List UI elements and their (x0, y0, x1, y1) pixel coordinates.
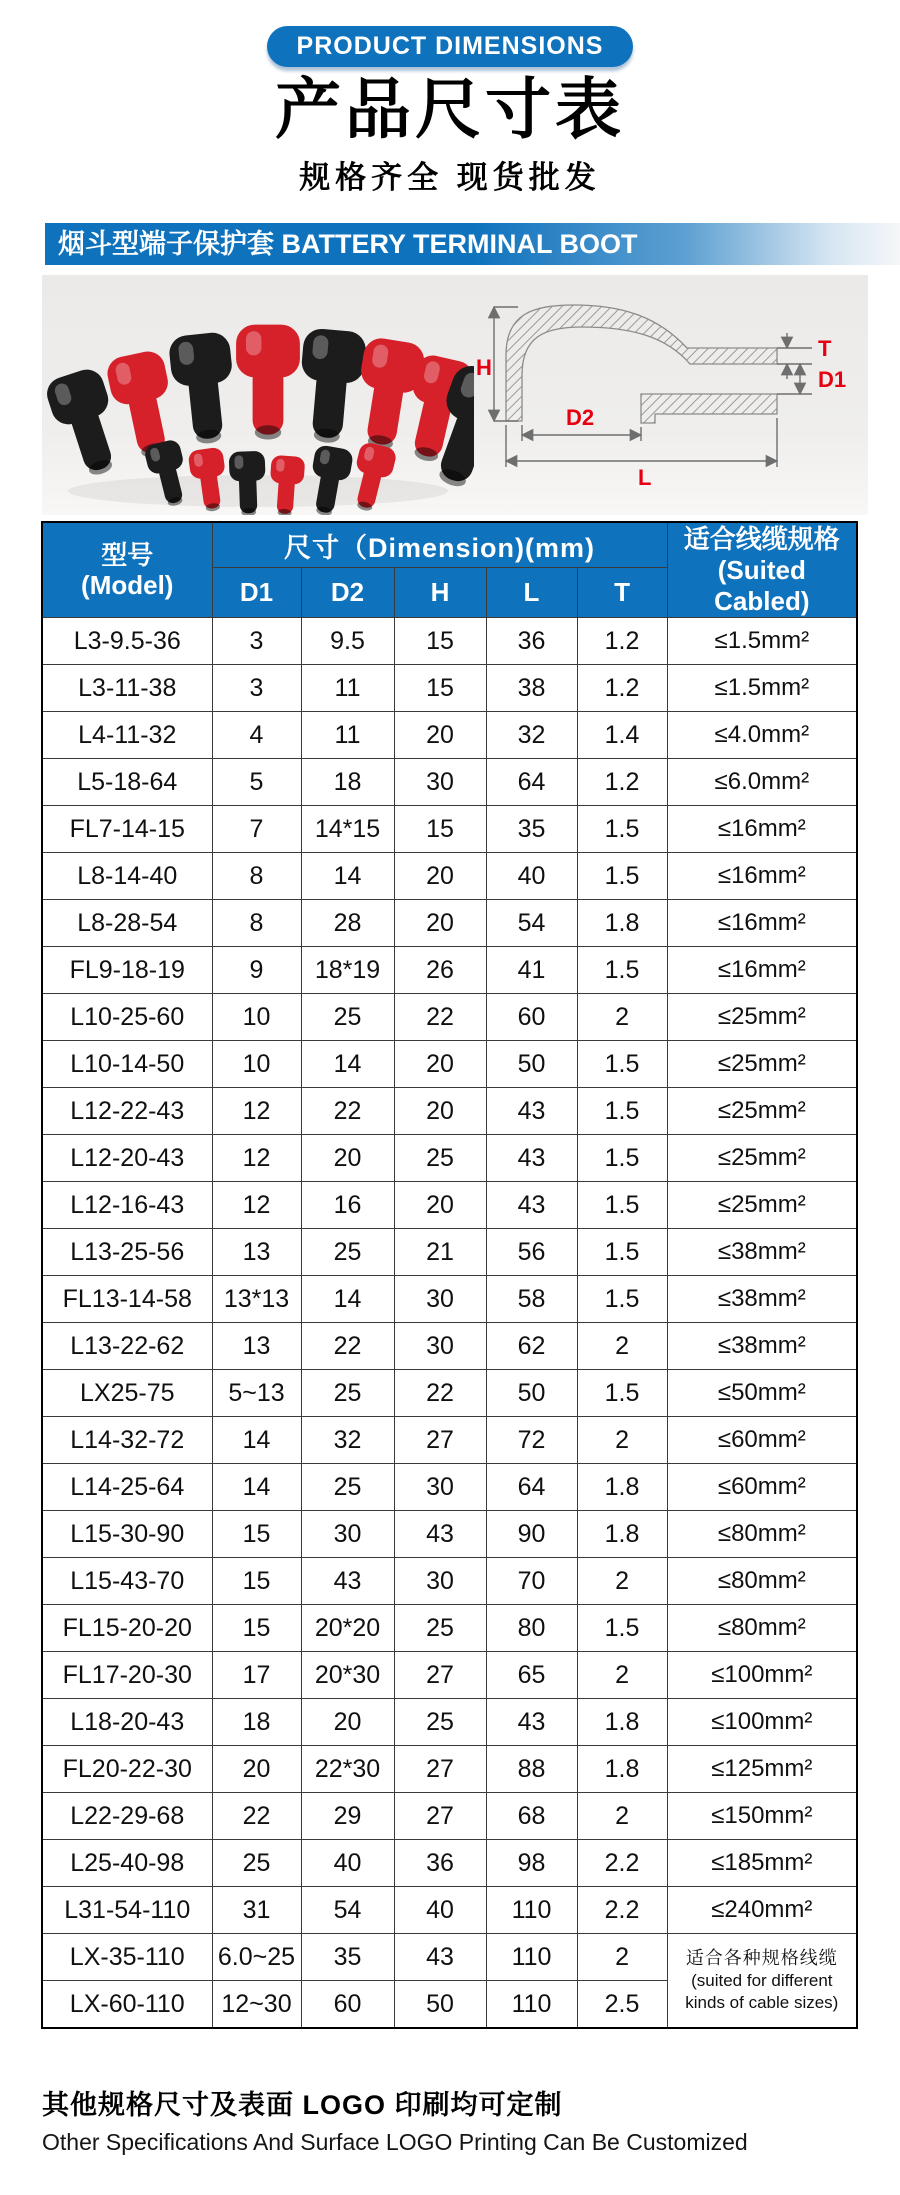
table-row (42, 665, 857, 712)
dim-cell-l: 43 (486, 1182, 577, 1229)
table-row (42, 759, 857, 806)
suited-cell: ≤80mm² (667, 1558, 857, 1605)
dim-cell-l: 43 (486, 1699, 577, 1746)
dim-cell-l: 43 (486, 1088, 577, 1135)
dim-cell-l: 60 (486, 994, 577, 1041)
table-row (42, 1699, 857, 1746)
dim-cell-l: 38 (486, 665, 577, 712)
table-row (42, 1652, 857, 1699)
dim-cell-l: 80 (486, 1605, 577, 1652)
dim-cell-d1: 10 (212, 994, 301, 1041)
dim-cell-d2: 25 (301, 1370, 394, 1417)
dim-cell-h: 20 (394, 1088, 486, 1135)
table-row (42, 994, 857, 1041)
suited-cell: ≤50mm² (667, 1370, 857, 1417)
model-cell: FL13-14-58 (42, 1276, 212, 1323)
dim-cell-t: 1.2 (577, 759, 667, 806)
dim-cell-h: 27 (394, 1793, 486, 1840)
model-cell: LX-35-110 (42, 1934, 212, 1981)
table-row (42, 1746, 857, 1793)
dim-cell-l: 64 (486, 1464, 577, 1511)
dim-cell-t: 1.8 (577, 1699, 667, 1746)
model-cell: L15-30-90 (42, 1511, 212, 1558)
dim-cell-h: 15 (394, 665, 486, 712)
model-cell: FL7-14-15 (42, 806, 212, 853)
dim-cell-l: 58 (486, 1276, 577, 1323)
dim-cell-h: 27 (394, 1417, 486, 1464)
col-header-model-cn: 型号 (101, 539, 154, 570)
model-cell: L15-43-70 (42, 1558, 212, 1605)
suited-cell: ≤16mm² (667, 806, 857, 853)
dim-cell-t: 1.4 (577, 712, 667, 759)
table-row (42, 900, 857, 947)
dim-cell-l: 40 (486, 853, 577, 900)
suited-cell: ≤38mm² (667, 1276, 857, 1323)
col-header-suited (667, 522, 857, 618)
dim-cell-d2: 60 (301, 1981, 394, 2029)
table-row (42, 1464, 857, 1511)
table-row (42, 1417, 857, 1464)
dim-cell-h: 27 (394, 1652, 486, 1699)
dim-cell-h: 40 (394, 1887, 486, 1934)
table-header (42, 522, 857, 618)
dim-cell-l: 90 (486, 1511, 577, 1558)
dim-cell-t: 2 (577, 1558, 667, 1605)
dim-cell-h: 25 (394, 1699, 486, 1746)
dim-cell-h: 26 (394, 947, 486, 994)
table-row (42, 1135, 857, 1182)
suited-cell: ≤4.0mm² (667, 712, 857, 759)
dim-cell-d2: 14*15 (301, 806, 394, 853)
suited-cell: ≤25mm² (667, 1182, 857, 1229)
dim-cell-l: 56 (486, 1229, 577, 1276)
table-row (42, 1887, 857, 1934)
suited-cell: ≤16mm² (667, 900, 857, 947)
dim-cell-h: 30 (394, 1276, 486, 1323)
dim-cell-d2: 54 (301, 1887, 394, 1934)
diagram-label-h: H (476, 355, 492, 381)
dim-cell-l: 50 (486, 1041, 577, 1088)
footer (42, 2083, 900, 2156)
dim-cell-d1: 15 (212, 1558, 301, 1605)
table-row (42, 1605, 857, 1652)
table-row (42, 1934, 857, 1981)
dim-cell-l: 41 (486, 947, 577, 994)
dim-cell-h: 30 (394, 1558, 486, 1605)
dim-cell-h: 22 (394, 1370, 486, 1417)
suited-cell-merged: 适合各种规格线缆 (suited for different kinds of cable sizes) (667, 1934, 857, 2029)
model-cell: L22-29-68 (42, 1793, 212, 1840)
model-cell: L12-22-43 (42, 1088, 212, 1135)
dim-cell-d2: 14 (301, 1276, 394, 1323)
dim-cell-l: 36 (486, 618, 577, 665)
suited-cell: ≤60mm² (667, 1464, 857, 1511)
suited-cell: ≤185mm² (667, 1840, 857, 1887)
dim-cell-d2: 25 (301, 1464, 394, 1511)
dim-cell-d2: 28 (301, 900, 394, 947)
table-row (42, 1511, 857, 1558)
dim-cell-l: 98 (486, 1840, 577, 1887)
suited-cell: ≤6.0mm² (667, 759, 857, 806)
model-cell: L25-40-98 (42, 1840, 212, 1887)
model-cell: L14-25-64 (42, 1464, 212, 1511)
dim-cell-h: 30 (394, 1323, 486, 1370)
dim-cell-h: 36 (394, 1840, 486, 1887)
model-cell: FL9-18-19 (42, 947, 212, 994)
suited-cell: ≤25mm² (667, 994, 857, 1041)
dim-cell-d2: 29 (301, 1793, 394, 1840)
table-row (42, 1229, 857, 1276)
dim-cell-d1: 12 (212, 1182, 301, 1229)
dim-cell-d1: 8 (212, 900, 301, 947)
dim-cell-d1: 10 (212, 1041, 301, 1088)
model-cell: L13-22-62 (42, 1323, 212, 1370)
suited-cell: ≤16mm² (667, 947, 857, 994)
dim-cell-d1: 22 (212, 1793, 301, 1840)
model-cell: LX-60-110 (42, 1981, 212, 2029)
dim-cell-h: 43 (394, 1934, 486, 1981)
dim-cell-t: 2.2 (577, 1887, 667, 1934)
suited-cell: ≤1.5mm² (667, 618, 857, 665)
dim-cell-t: 1.5 (577, 1229, 667, 1276)
dim-cell-h: 20 (394, 1182, 486, 1229)
dim-cell-t: 1.5 (577, 1605, 667, 1652)
dim-cell-d1: 12~30 (212, 1981, 301, 2029)
dim-cell-t: 1.5 (577, 1041, 667, 1088)
dim-cell-d2: 22 (301, 1323, 394, 1370)
suited-cell: ≤100mm² (667, 1652, 857, 1699)
table-row (42, 1323, 857, 1370)
dim-cell-t: 2.5 (577, 1981, 667, 2029)
dim-cell-h: 30 (394, 759, 486, 806)
dim-cell-h: 30 (394, 1464, 486, 1511)
diagram-label-d2: D2 (566, 405, 595, 431)
dim-cell-t: 2.2 (577, 1840, 667, 1887)
dim-cell-l: 65 (486, 1652, 577, 1699)
dim-cell-t: 2 (577, 994, 667, 1041)
model-cell: FL20-22-30 (42, 1746, 212, 1793)
dim-cell-d2: 30 (301, 1511, 394, 1558)
dim-cell-t: 2 (577, 1793, 667, 1840)
dim-cell-t: 2 (577, 1323, 667, 1370)
dim-cell-t: 1.5 (577, 1182, 667, 1229)
model-cell: LX25-75 (42, 1370, 212, 1417)
dim-cell-t: 1.5 (577, 1135, 667, 1182)
model-cell: FL15-20-20 (42, 1605, 212, 1652)
dim-cell-d2: 20*30 (301, 1652, 394, 1699)
dim-cell-d1: 15 (212, 1511, 301, 1558)
model-cell: FL17-20-30 (42, 1652, 212, 1699)
dim-cell-h: 20 (394, 900, 486, 947)
table-row (42, 806, 857, 853)
dim-cell-d1: 31 (212, 1887, 301, 1934)
dim-cell-d1: 18 (212, 1699, 301, 1746)
suited-cell: ≤240mm² (667, 1887, 857, 1934)
dim-cell-l: 72 (486, 1417, 577, 1464)
dim-cell-l: 64 (486, 759, 577, 806)
dim-cell-l: 50 (486, 1370, 577, 1417)
model-cell: L8-28-54 (42, 900, 212, 947)
dim-cell-l: 68 (486, 1793, 577, 1840)
dim-cell-d1: 20 (212, 1746, 301, 1793)
media-strip (42, 275, 868, 515)
dim-cell-h: 25 (394, 1135, 486, 1182)
col-header-t: T (577, 568, 667, 618)
dim-cell-t: 1.5 (577, 1088, 667, 1135)
suited-cell: ≤125mm² (667, 1746, 857, 1793)
dim-cell-d1: 14 (212, 1464, 301, 1511)
dim-cell-d2: 20 (301, 1135, 394, 1182)
col-header-h: H (394, 568, 486, 618)
suited-cell: ≤150mm² (667, 1793, 857, 1840)
suited-cell: ≤100mm² (667, 1699, 857, 1746)
table-row (42, 712, 857, 759)
dim-cell-l: 35 (486, 806, 577, 853)
col-header-d1: D1 (212, 568, 301, 618)
diagram-label-d1: D1 (818, 367, 847, 393)
dim-cell-t: 1.5 (577, 853, 667, 900)
dim-cell-h: 15 (394, 806, 486, 853)
dim-cell-d1: 7 (212, 806, 301, 853)
dim-cell-d2: 11 (301, 712, 394, 759)
model-cell: L4-11-32 (42, 712, 212, 759)
section-banner: 烟斗型端子保护套 BATTERY TERMINAL BOOT (45, 223, 900, 265)
dim-cell-d1: 3 (212, 618, 301, 665)
dim-cell-h: 20 (394, 853, 486, 900)
table-row (42, 1793, 857, 1840)
dim-cell-t: 2 (577, 1934, 667, 1981)
dim-cell-h: 20 (394, 1041, 486, 1088)
dim-cell-d2: 20 (301, 1699, 394, 1746)
dim-cell-d2: 14 (301, 853, 394, 900)
model-cell: L3-11-38 (42, 665, 212, 712)
dim-cell-d2: 22 (301, 1088, 394, 1135)
dim-cell-d2: 9.5 (301, 618, 394, 665)
dim-cell-d2: 32 (301, 1417, 394, 1464)
col-header-model-en: (Model) (81, 570, 174, 601)
dim-cell-h: 22 (394, 994, 486, 1041)
dim-cell-d1: 13 (212, 1229, 301, 1276)
dim-cell-t: 1.5 (577, 947, 667, 994)
boot-lower-wall (641, 394, 777, 423)
model-cell: L3-9.5-36 (42, 618, 212, 665)
suited-cell: ≤60mm² (667, 1417, 857, 1464)
table-row (42, 1276, 857, 1323)
dim-cell-d2: 25 (301, 994, 394, 1041)
table-row (42, 618, 857, 665)
suited-cell: ≤25mm² (667, 1135, 857, 1182)
dim-cell-d2: 20*20 (301, 1605, 394, 1652)
col-header-model (42, 522, 212, 618)
col-header-dimension-group: 尺寸（Dimension)(mm) (212, 522, 667, 568)
product-dimensions-badge: PRODUCT DIMENSIONS (267, 26, 634, 67)
dim-cell-d2: 22*30 (301, 1746, 394, 1793)
table-row (42, 1088, 857, 1135)
dim-cell-t: 1.8 (577, 1511, 667, 1558)
dim-cell-d1: 15 (212, 1605, 301, 1652)
dim-cell-h: 20 (394, 712, 486, 759)
model-cell: L13-25-56 (42, 1229, 212, 1276)
dim-cell-d1: 17 (212, 1652, 301, 1699)
col-header-suited-cn: 适合线缆规格 (683, 524, 840, 555)
dim-cell-h: 25 (394, 1605, 486, 1652)
model-cell: L14-32-72 (42, 1417, 212, 1464)
dim-cell-h: 15 (394, 618, 486, 665)
dim-cell-d2: 18 (301, 759, 394, 806)
model-cell: L12-16-43 (42, 1182, 212, 1229)
dim-cell-d2: 40 (301, 1840, 394, 1887)
dim-cell-d2: 16 (301, 1182, 394, 1229)
dim-cell-h: 43 (394, 1511, 486, 1558)
dim-cell-l: 32 (486, 712, 577, 759)
diagram-label-l: L (638, 465, 652, 491)
dim-cell-l: 70 (486, 1558, 577, 1605)
table-row (42, 1558, 857, 1605)
table-row (42, 1840, 857, 1887)
dim-cell-l: 110 (486, 1981, 577, 2029)
dim-cell-d1: 4 (212, 712, 301, 759)
footer-note-cn: 其他规格尺寸及表面 LOGO 印刷均可定制 (42, 2090, 563, 2121)
dim-cell-t: 2 (577, 1652, 667, 1699)
dim-cell-t: 1.2 (577, 618, 667, 665)
dim-cell-l: 110 (486, 1934, 577, 1981)
col-header-l: L (486, 568, 577, 618)
page-title: 产品尺寸表 (275, 72, 625, 146)
model-cell: L5-18-64 (42, 759, 212, 806)
dim-cell-d2: 14 (301, 1041, 394, 1088)
dim-cell-d2: 18*19 (301, 947, 394, 994)
table-row (42, 1041, 857, 1088)
suited-cell: ≤38mm² (667, 1323, 857, 1370)
table-body (42, 618, 857, 2029)
dim-cell-t: 1.5 (577, 1276, 667, 1323)
dim-cell-t: 1.5 (577, 806, 667, 853)
page-subtitle: 规格齐全 现货批发 (299, 160, 601, 196)
dim-cell-l: 54 (486, 900, 577, 947)
model-cell: L31-54-110 (42, 1887, 212, 1934)
dim-cell-t: 1.8 (577, 900, 667, 947)
dim-cell-t: 1.5 (577, 1370, 667, 1417)
product-photo (42, 275, 474, 515)
dim-cell-t: 1.2 (577, 665, 667, 712)
dim-cell-d1: 6.0~25 (212, 1934, 301, 1981)
suited-cell: ≤38mm² (667, 1229, 857, 1276)
table-row (42, 1370, 857, 1417)
dim-cell-d1: 3 (212, 665, 301, 712)
dim-cell-h: 21 (394, 1229, 486, 1276)
dim-cell-h: 27 (394, 1746, 486, 1793)
dim-cell-l: 88 (486, 1746, 577, 1793)
model-cell: L10-14-50 (42, 1041, 212, 1088)
dimension-diagram (474, 275, 868, 515)
dim-cell-l: 110 (486, 1887, 577, 1934)
model-cell: L10-25-60 (42, 994, 212, 1041)
table-row (42, 947, 857, 994)
dim-cell-d1: 25 (212, 1840, 301, 1887)
table-row (42, 853, 857, 900)
dim-cell-d2: 25 (301, 1229, 394, 1276)
dim-cell-d1: 12 (212, 1135, 301, 1182)
suited-cell: ≤80mm² (667, 1605, 857, 1652)
dim-cell-d2: 35 (301, 1934, 394, 1981)
dim-cell-t: 2 (577, 1417, 667, 1464)
dim-cell-d1: 12 (212, 1088, 301, 1135)
dim-cell-l: 62 (486, 1323, 577, 1370)
dim-cell-t: 1.8 (577, 1746, 667, 1793)
model-cell: L18-20-43 (42, 1699, 212, 1746)
model-cell: L12-20-43 (42, 1135, 212, 1182)
col-header-d2: D2 (301, 568, 394, 618)
model-cell: L8-14-40 (42, 853, 212, 900)
diagram-label-t: T (818, 336, 832, 362)
dim-cell-d1: 9 (212, 947, 301, 994)
dim-cell-d1: 8 (212, 853, 301, 900)
suited-cell: ≤16mm² (667, 853, 857, 900)
dim-cell-l: 43 (486, 1135, 577, 1182)
dimensions-table (41, 521, 858, 2029)
dim-cell-d1: 5~13 (212, 1370, 301, 1417)
suited-cell: ≤25mm² (667, 1041, 857, 1088)
suited-cell: ≤1.5mm² (667, 665, 857, 712)
dim-cell-d1: 5 (212, 759, 301, 806)
dim-cell-h: 50 (394, 1981, 486, 2029)
dim-cell-d2: 11 (301, 665, 394, 712)
footer-note-en: Other Specifications And Surface LOGO Printing Can Be Customized (42, 2129, 748, 2156)
table-row (42, 1182, 857, 1229)
dim-cell-d1: 14 (212, 1417, 301, 1464)
dim-cell-d1: 13*13 (212, 1276, 301, 1323)
dim-cell-t: 1.8 (577, 1464, 667, 1511)
suited-cell: ≤25mm² (667, 1088, 857, 1135)
suited-cell: ≤80mm² (667, 1511, 857, 1558)
dim-cell-d1: 13 (212, 1323, 301, 1370)
dim-cell-d2: 43 (301, 1558, 394, 1605)
col-header-suited-en: (Suited Cabled) (714, 554, 810, 616)
